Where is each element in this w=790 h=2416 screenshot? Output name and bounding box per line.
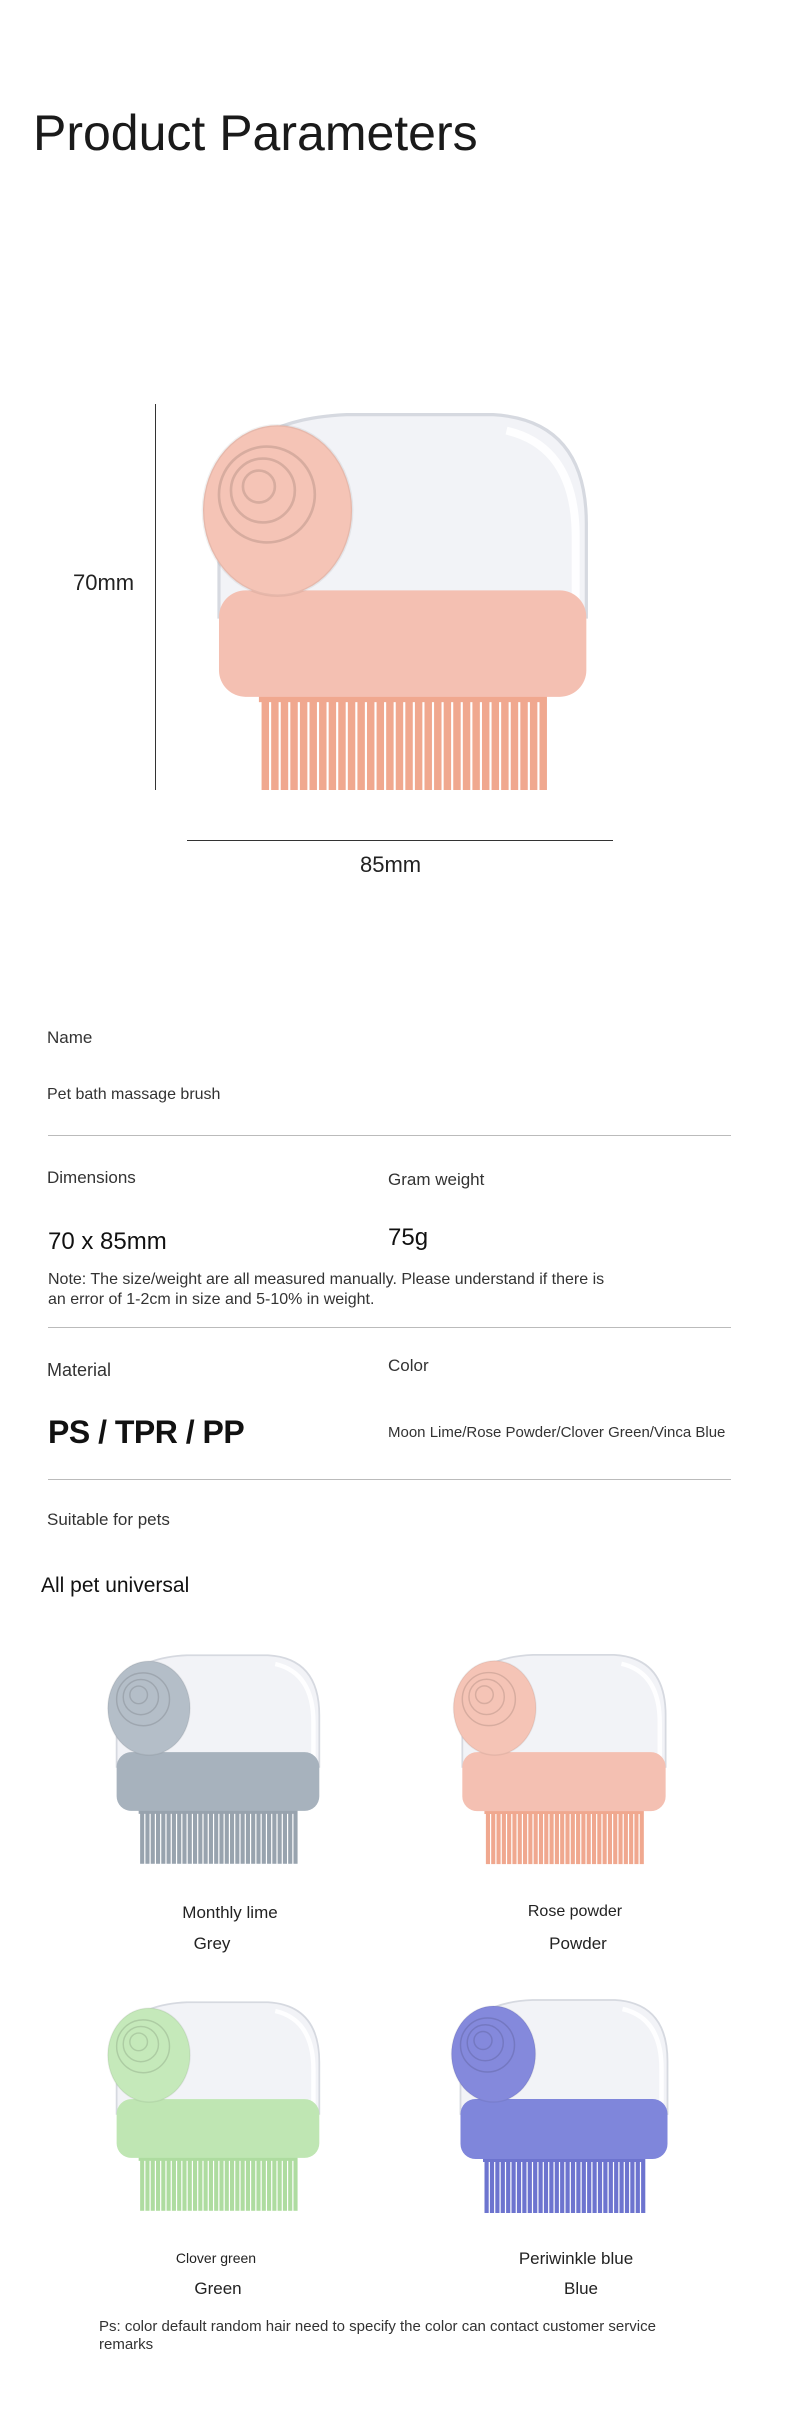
bristle <box>571 2156 575 2213</box>
bristle <box>636 2156 640 2213</box>
bristle <box>511 692 518 790</box>
pump-knob <box>452 2006 536 2102</box>
variant-image-green <box>99 1994 334 2219</box>
bristle <box>209 2155 213 2211</box>
bristle <box>357 692 364 790</box>
bristle <box>507 1808 511 1864</box>
variant-image-powder <box>441 1649 684 1870</box>
width-dimension-line <box>187 840 613 841</box>
bristle <box>193 2155 197 2211</box>
variant-short: Green <box>194 2279 242 2298</box>
bristle <box>506 2156 510 2213</box>
bristle <box>225 1808 229 1864</box>
bristle <box>167 1808 171 1864</box>
bristle <box>640 1808 644 1864</box>
bristle <box>624 1808 628 1864</box>
bristle <box>453 692 460 790</box>
bristle <box>587 1808 591 1864</box>
bristle <box>188 2155 192 2211</box>
bristle <box>608 1808 612 1864</box>
bristle <box>283 1808 287 1864</box>
bristle <box>528 2156 532 2213</box>
bristle <box>592 1808 596 1864</box>
bristle <box>281 692 288 790</box>
bristle <box>145 2155 149 2211</box>
bristle <box>528 1808 532 1864</box>
bristle <box>533 2156 537 2213</box>
bristle <box>293 1808 297 1864</box>
bristle <box>225 2155 229 2211</box>
name-value: Pet bath massage brush <box>47 1086 221 1103</box>
bristle <box>293 2155 297 2211</box>
bristle <box>593 2156 597 2213</box>
bristle <box>463 692 470 790</box>
bristle <box>544 1808 548 1864</box>
bristle <box>219 2155 223 2211</box>
pump-knob <box>203 425 352 595</box>
bristle <box>396 692 403 790</box>
bristle <box>576 2156 580 2213</box>
bristle <box>424 692 431 790</box>
bristle <box>634 1808 638 1864</box>
bristle <box>288 2155 292 2211</box>
bristle <box>630 2156 634 2213</box>
bristle <box>262 2155 266 2211</box>
bristle <box>550 1808 554 1864</box>
bristle <box>472 692 479 790</box>
pump-knob <box>108 2008 190 2102</box>
bristle <box>490 2156 494 2213</box>
suitable-value: All pet universal <box>41 1574 190 1597</box>
bristle <box>367 692 374 790</box>
weight-label: Gram weight <box>388 1170 485 1189</box>
footer-note <box>99 2318 739 2354</box>
bristle <box>544 2156 548 2213</box>
bristle <box>576 1808 580 1864</box>
bristle <box>251 1808 255 1864</box>
bristle <box>241 1808 245 1864</box>
bristle <box>267 2155 271 2211</box>
bristle <box>230 1808 234 1864</box>
bristle <box>140 1808 144 1864</box>
bristle <box>618 1808 622 1864</box>
name-label: Name <box>47 1028 93 1047</box>
bristle <box>415 692 422 790</box>
variant-short: Powder <box>549 1934 607 1953</box>
bristle <box>348 692 355 790</box>
note-line: remarks <box>99 2336 154 2353</box>
bristle <box>198 1808 202 1864</box>
divider <box>48 1135 731 1136</box>
bristle <box>172 2155 176 2211</box>
bristle <box>496 1808 500 1864</box>
bristle <box>151 2155 155 2211</box>
bristle <box>492 692 499 790</box>
color-value: Moon Lime/Rose Powder/Clover Green/Vinca Blue <box>388 1424 726 1441</box>
bristle <box>219 1808 223 1864</box>
bristle <box>549 2156 553 2213</box>
bristle <box>520 692 527 790</box>
bristle <box>512 2156 516 2213</box>
bristle <box>262 1808 266 1864</box>
bristle <box>209 1808 213 1864</box>
bristle <box>598 2156 602 2213</box>
bristle <box>613 1808 617 1864</box>
bristle <box>145 1808 149 1864</box>
variant-image-grey <box>99 1649 334 1870</box>
base-band <box>117 2099 320 2158</box>
pump-knob <box>453 1661 536 1755</box>
bristle <box>140 2155 144 2211</box>
bristle <box>517 2156 521 2213</box>
base-band <box>219 590 586 696</box>
width-label: 85mm <box>360 852 422 877</box>
variant-short: Grey <box>193 1934 231 1953</box>
bristle <box>256 1808 260 1864</box>
bristle <box>523 1808 527 1864</box>
bristle <box>193 1808 197 1864</box>
bristle <box>161 1808 165 1864</box>
bristle <box>434 692 441 790</box>
bristle <box>161 2155 165 2211</box>
divider <box>48 1479 731 1480</box>
note-line: an error of 1-2cm in size and 5-10% in weight. <box>48 1291 375 1308</box>
bristle <box>267 1808 271 1864</box>
bristle <box>582 2156 586 2213</box>
bristle <box>246 1808 250 1864</box>
base-band <box>461 2099 668 2159</box>
bristle <box>629 1808 633 1864</box>
bristle <box>555 2156 559 2213</box>
bristle <box>256 2155 260 2211</box>
bristle <box>262 692 269 790</box>
bristle <box>329 692 336 790</box>
bristle <box>501 2156 505 2213</box>
bristle <box>405 692 412 790</box>
pump-knob <box>108 1661 190 1755</box>
variant-image-blue <box>441 1994 684 2219</box>
dimensions-label: Dimensions <box>47 1168 136 1187</box>
bristle <box>530 692 537 790</box>
bristle <box>625 2156 629 2213</box>
bristle <box>581 1808 585 1864</box>
bristle <box>512 1808 516 1864</box>
bristle <box>182 2155 186 2211</box>
product-image-main <box>187 404 613 790</box>
bristle <box>566 2156 570 2213</box>
bristle <box>609 2156 613 2213</box>
bristle <box>214 2155 218 2211</box>
variant-name: Rose powder <box>527 1903 623 1920</box>
bristle <box>246 2155 250 2211</box>
bristle <box>555 1808 559 1864</box>
bristle <box>156 1808 160 1864</box>
note-line: Note: The size/weight are all measured manually. Please understand if there is <box>48 1271 605 1288</box>
bristle <box>177 2155 181 2211</box>
bristle <box>539 2156 543 2213</box>
note-line: Ps: color default random hair need to specify the color can contact customer service <box>99 2318 656 2335</box>
bristle <box>271 692 278 790</box>
bristle <box>377 692 384 790</box>
base-band <box>462 1752 665 1811</box>
bristle <box>560 2156 564 2213</box>
bristle <box>539 692 546 790</box>
bristle <box>278 2155 282 2211</box>
bristle <box>386 692 393 790</box>
base-band <box>117 1752 320 1811</box>
bristle <box>641 2156 645 2213</box>
bristle <box>319 692 326 790</box>
variant-name: Periwinkle blue <box>518 2249 634 2268</box>
bristle <box>300 692 307 790</box>
bristle <box>188 1808 192 1864</box>
bristle <box>182 1808 186 1864</box>
bristle <box>502 1808 506 1864</box>
material-label: Material <box>47 1360 112 1380</box>
bristle <box>565 1808 569 1864</box>
bristle <box>620 2156 624 2213</box>
page-title: Product Parameters <box>33 105 478 161</box>
bristle <box>560 1808 564 1864</box>
bristle <box>539 1808 543 1864</box>
bristle <box>338 692 345 790</box>
bristle <box>278 1808 282 1864</box>
bristle <box>272 2155 276 2211</box>
bristle <box>198 2155 202 2211</box>
bristle <box>272 1808 276 1864</box>
bristle <box>491 1808 495 1864</box>
bristle <box>241 2155 245 2211</box>
bristle <box>235 2155 239 2211</box>
bristle <box>603 1808 607 1864</box>
bristle <box>486 1808 490 1864</box>
bristle <box>172 1808 176 1864</box>
bristle <box>614 2156 618 2213</box>
bristle <box>522 2156 526 2213</box>
bristle <box>495 2156 499 2213</box>
bristle <box>214 1808 218 1864</box>
measurement-note <box>48 1270 688 1310</box>
height-label: 70mm <box>73 570 135 595</box>
dimensions-value: 70 x 85mm <box>48 1228 167 1255</box>
bristle <box>518 1808 522 1864</box>
bristle <box>571 1808 575 1864</box>
weight-value: 75g <box>388 1224 429 1251</box>
bristle <box>482 692 489 790</box>
height-dimension-line <box>155 404 156 790</box>
bristle <box>309 692 316 790</box>
bristle <box>167 2155 171 2211</box>
bristle <box>288 1808 292 1864</box>
bristle <box>235 1808 239 1864</box>
variant-short: Blue <box>563 2279 599 2298</box>
divider <box>48 1327 731 1328</box>
bristle <box>151 1808 155 1864</box>
bristle <box>290 692 297 790</box>
bristle <box>501 692 508 790</box>
suitable-label: Suitable for pets <box>47 1510 170 1529</box>
variant-name: Clover green <box>175 2250 257 2266</box>
color-label: Color <box>388 1356 429 1375</box>
variant-name: Monthly lime <box>182 1903 278 1922</box>
bristle <box>603 2156 607 2213</box>
bristle <box>444 692 451 790</box>
bristle <box>230 2155 234 2211</box>
bristle <box>251 2155 255 2211</box>
bristle <box>177 1808 181 1864</box>
material-value: PS / TPR / PP <box>48 1414 245 1450</box>
bristle <box>204 2155 208 2211</box>
bristle <box>534 1808 538 1864</box>
bristle <box>597 1808 601 1864</box>
bristle <box>156 2155 160 2211</box>
bristle <box>283 2155 287 2211</box>
bristle <box>204 1808 208 1864</box>
bristle <box>587 2156 591 2213</box>
bristle <box>485 2156 489 2213</box>
